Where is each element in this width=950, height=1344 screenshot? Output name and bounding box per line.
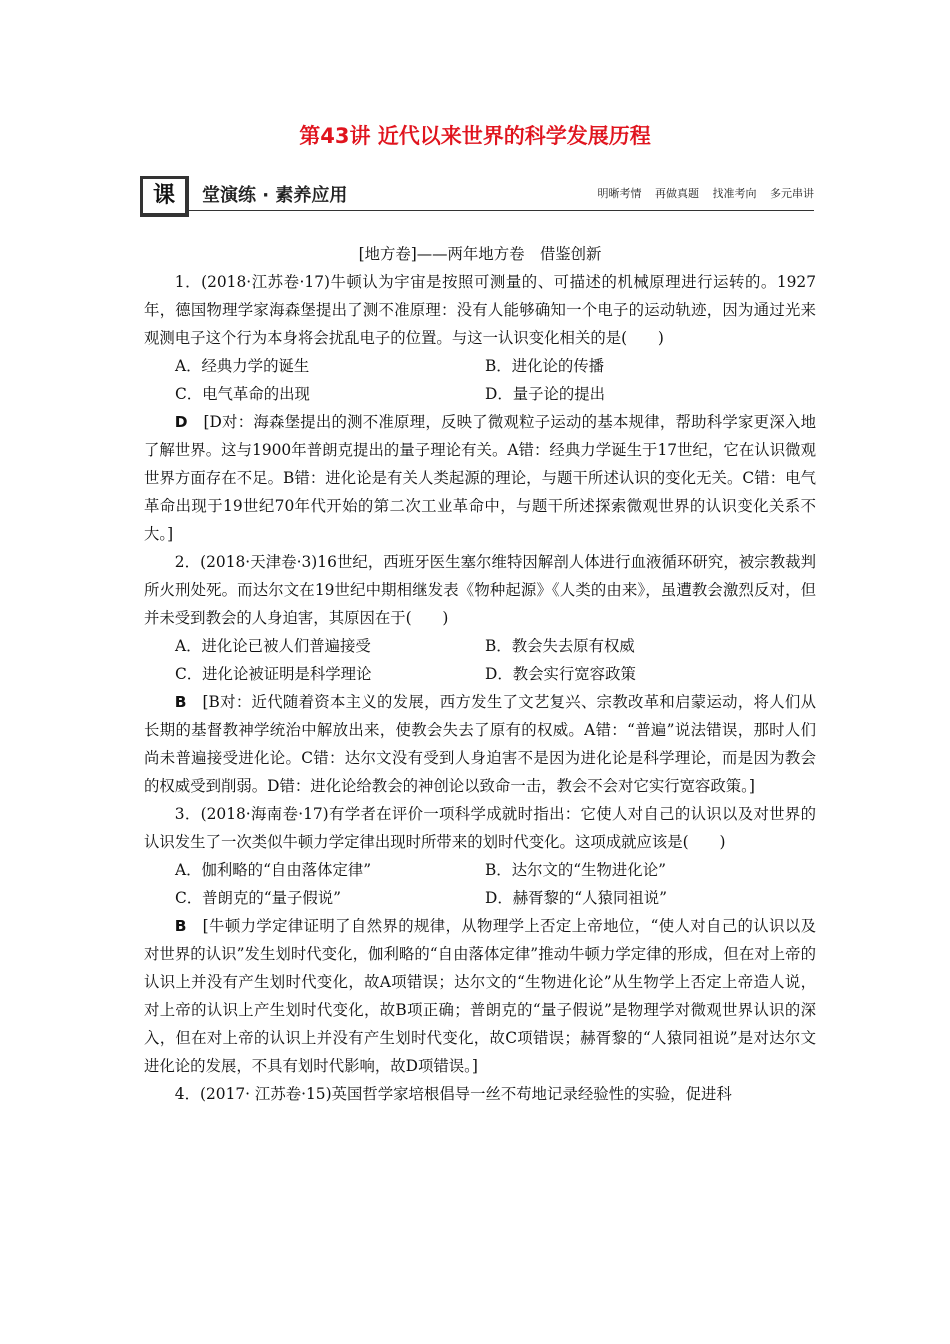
banner-heading: 堂演练 · 素养应用 bbox=[202, 185, 348, 206]
answer-explanation bbox=[144, 408, 816, 548]
banner-box-char: 课 bbox=[140, 176, 189, 217]
question-stem: 2．(2018·天津卷·3)16世纪，西班牙医生塞尔维特因解剖人体进行血液循环研究，被宗教裁判所火刑处死。而达尔文在19世纪中期相继发表《物种起源》《人类的由来》，虽遭教会激烈反对，但并未受到教会的人身迫害，其原因在于( ) bbox=[144, 553, 816, 627]
option-grid bbox=[144, 856, 816, 912]
question-4 bbox=[144, 1080, 816, 1108]
banner-tags bbox=[598, 185, 815, 201]
question-stem: 1．(2018·江苏卷·17)牛顿认为宇宙是按照可测量的、可描述的机械原理进行运转的。1927年，德国物理学家海森堡提出了测不准原理：没有人能够确知一个电子的运动轨迹，因为通过光来观测电子这个行为本身将会扰乱电子的位置。与这一认识变化相关的是( ) bbox=[144, 273, 816, 347]
banner-tag: 找准考向 bbox=[712, 187, 757, 200]
option-grid bbox=[144, 352, 816, 408]
question-2 bbox=[144, 548, 816, 800]
answer-letter: D bbox=[174, 413, 188, 431]
answer-explanation bbox=[144, 688, 816, 800]
banner-rule bbox=[186, 210, 814, 211]
banner-tag: 明晰考情 bbox=[597, 187, 642, 200]
question-1 bbox=[144, 268, 816, 548]
section-banner bbox=[140, 176, 814, 214]
option-d: D．量子论的提出 bbox=[485, 385, 606, 403]
option-grid bbox=[144, 632, 816, 688]
explanation-text: [B对：近代随着资本主义的发展，西方发生了文艺复兴、宗教改革和启蒙运动，将人们从长期的基督教神学统治中解放出来，使教会失去了原有的权威。A错：“普遍”说法错误，那时人们尚未普遍接受进化论。C错：达尔文没有受到人身迫害不是因为进化论是科学理论，而是因为教会的权威受到削弱。D错：进化论给教会的神创论以致命一击，教会不会对它实行宽容政策。] bbox=[144, 693, 816, 795]
option-c: C．电气革命的出现 bbox=[175, 385, 310, 403]
option-a: A．经典力学的诞生 bbox=[175, 357, 310, 375]
question-stem: 3．(2018·海南卷·17)有学者在评价一项科学成就时指出：它使人对自己的认识以及对世界的认识发生了一次类似牛顿力学定律出现时所带来的划时代变化。这项成就应该是( ) bbox=[144, 805, 816, 851]
answer-letter: B bbox=[174, 693, 187, 711]
option-a: A．进化论已被人们普遍接受 bbox=[175, 637, 371, 655]
option-d: D．教会实行宽容政策 bbox=[485, 665, 636, 683]
explanation-text: [D对：海森堡提出的测不准原理，反映了微观粒子运动的基本规律，帮助科学家更深入地了解世界。这与1900年普朗克提出的量子理论有关。A错：经典力学诞生于17世纪，它在认识微观世界方面存在不足。B错：进化论是有关人类起源的理论，与题干所述认识的变化无关。C错：电气革命出现于19世纪70年代开始的第二次工业革命中，与题干所述探索微观世界的认识变化关系不大。] bbox=[144, 413, 816, 543]
option-c: C．普朗克的“量子假说” bbox=[175, 889, 342, 907]
option-d: D．赫胥黎的“人猿同祖说” bbox=[485, 889, 667, 907]
answer-letter: B bbox=[174, 917, 187, 935]
banner-tag: 再做真题 bbox=[655, 187, 699, 200]
answer-explanation bbox=[144, 912, 816, 1080]
option-b: B．达尔文的“生物进化论” bbox=[485, 861, 666, 879]
question-3 bbox=[144, 800, 816, 1080]
banner-tag: 多元串讲 bbox=[770, 187, 814, 200]
option-b: B．教会失去原有权威 bbox=[485, 637, 635, 655]
option-b: B．进化论的传播 bbox=[485, 357, 605, 375]
section-header: [地方卷]——两年地方卷 借鉴创新 bbox=[358, 245, 602, 263]
explanation-text: [牛顿力学定律证明了自然界的规律，从物理学上否定上帝地位，“使人对自己的认识以及对世界的认识”发生划时代变化，伽利略的“自由落体定律”推动牛顿力学定律的形成，但在对上帝的认识上并没有产生划时代变化，故A项错误；达尔文的“生物进化论”从生物学上否定上帝造人说，对上帝的认识上产生划时代变化，故B项正确；普朗克的“量子假说”是物理学对微观世界认识的深入，但在对上帝的认识上并没有产生划时代变化，故C项错误；赫胥黎的“人猿同祖说”是对达尔文进化论的发展，不具有划时代影响，故D项错误。] bbox=[144, 917, 816, 1075]
page-title: 第43讲 近代以来世界的科学发展历程 bbox=[299, 124, 651, 148]
option-a: A．伽利略的“自由落体定律” bbox=[175, 861, 372, 879]
option-c: C．进化论被证明是科学理论 bbox=[175, 665, 372, 683]
document-body bbox=[144, 240, 816, 1108]
question-stem: 4．(2017· 江苏卷·15)英国哲学家培根倡导一丝不苟地记录经验性的实验，促进科 bbox=[174, 1085, 732, 1103]
